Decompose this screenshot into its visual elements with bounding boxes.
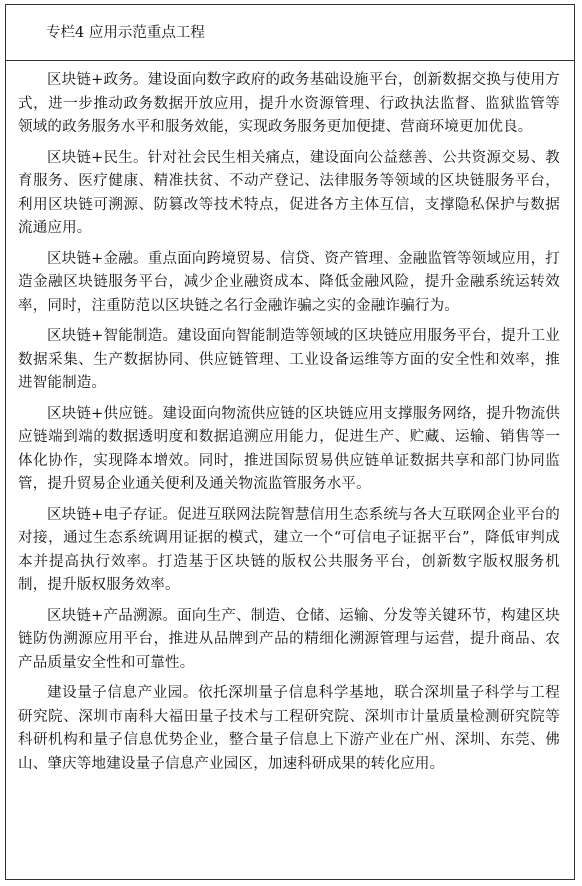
paragraph-blockchain-supply-chain: 区块链+供应链。建设面向物流供应链的区块链应用支撑服务网络，提升物流供应链端到端的数据透明度和数据追溯应用能力，促进生产、贮藏、运输、销售等一体化协作，实现降本增效。同时，推进国际贸易供应链单证数据共享和部门协同监管，提升贸易企业通关便利及通关物流监管服务水平。 bbox=[18, 405, 560, 492]
box-content bbox=[6, 61, 574, 776]
box-title: 专栏4 应用示范重点工程 bbox=[46, 25, 205, 41]
box-header bbox=[6, 5, 574, 61]
paragraph-blockchain-government: 区块链+政务。建设面向数字政府的政务基础设施平台，创新数据交换与使用方式，进一步推动政务数据开放应用，提升水资源管理、行政执法监督、监狱监管等领域的政务服务水平和服务效能，实现政务服务更加便捷、营商环境更加优良。 bbox=[18, 72, 560, 135]
feature-box bbox=[5, 4, 575, 880]
paragraph-blockchain-evidence: 区块链+电子存证。促进互联网法院智慧信用生态系统与各大互联网企业平台的对接，通过生态系统调用证据的模式，建立一个“可信电子证据平台”，降低审判成本并提高执行效率。打造基于区块链的版权公共服务平台，创新数字版权服务机制，提升版权服务效率。 bbox=[18, 506, 560, 593]
paragraph-blockchain-manufacturing: 区块链+智能制造。建设面向智能制造等领域的区块链应用服务平台，提升工业数据采集、生产数据协同、供应链管理、工业设备运维等方面的安全性和效率，推进智能制造。 bbox=[18, 328, 560, 391]
paragraph-quantum-park: 建设量子信息产业园。依托深圳量子信息科学基地，联合深圳量子科学与工程研究院、深圳市南科大福田量子技术与工程研究院、深圳市计量质量检测研究院等科研机构和量子信息优势企业，整合量子信息上下游产业在广州、深圳、东莞、佛山、肇庆等地建设量子信息产业园区，加速科研成果的转化应用。 bbox=[18, 685, 560, 772]
paragraph-blockchain-traceability: 区块链+产品溯源。面向生产、制造、仓储、运输、分发等关键环节，构建区块链防伪溯源应用平台，推进从品牌到产品的精细化溯源管理与运营，提升商品、农产品质量安全性和可靠性。 bbox=[18, 607, 560, 671]
paragraph-blockchain-finance: 区块链+金融。重点面向跨境贸易、信贷、资产管理、金融监管等领域应用，打造金融区块链服务平台，减少企业融资成本、降低金融风险，提升金融系统运转效率，同时，注重防范以区块链之名行金融诈骗之实的金融诈骗行为。 bbox=[18, 250, 560, 314]
paragraph-blockchain-livelihood: 区块链+民生。针对社会民生相关痛点，建设面向公益慈善、公共资源交易、教育服务、医疗健康、精准扶贫、不动产登记、法律服务等领域的区块链服务平台，利用区块链可溯源、防篡改等技术特点，促进各方主体互信，支撑隐私保护与数据流通应用。 bbox=[18, 149, 560, 236]
